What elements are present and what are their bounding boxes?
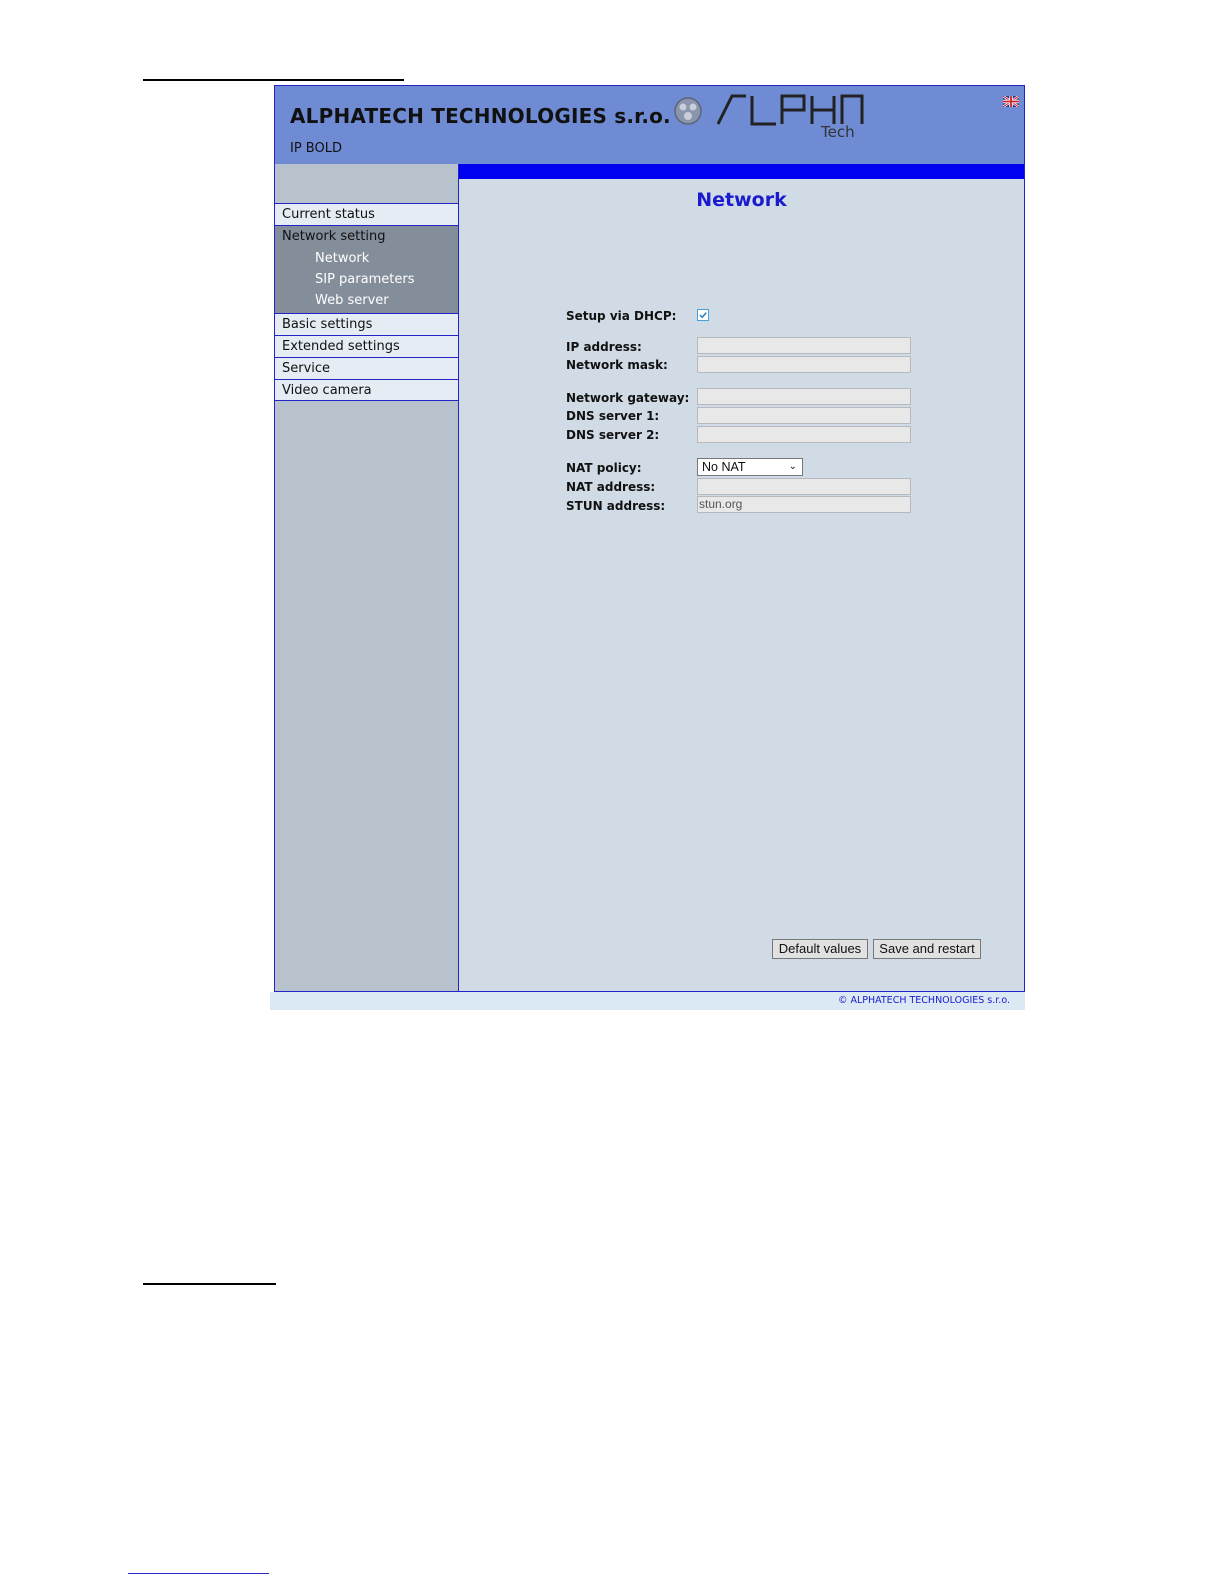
nat-policy-label: NAT policy: — [566, 461, 642, 475]
company-emblem-icon — [673, 96, 703, 126]
web-admin-window — [274, 85, 1025, 992]
chevron-down-icon: ⌄ — [788, 461, 797, 472]
document-rule-bottom — [128, 1573, 269, 1574]
logo-subtitle: Tech — [821, 123, 855, 141]
nat-policy-value: No NAT — [702, 460, 746, 474]
dhcp-checkbox[interactable] — [697, 309, 709, 321]
header — [275, 86, 1024, 164]
nat-policy-select[interactable] — [697, 458, 803, 476]
document-rule-middle — [143, 1283, 276, 1285]
dns-server-1-label: DNS server 1: — [566, 409, 660, 423]
dns-server-2-field[interactable] — [697, 426, 911, 443]
company-name: ALPHATECH TECHNOLOGIES s.r.o. — [290, 104, 671, 128]
sidebar-item-video-camera[interactable]: Video camera — [275, 379, 458, 401]
uk-flag-icon[interactable] — [1003, 96, 1019, 107]
dns-server-2-label: DNS server 2: — [566, 428, 660, 442]
alpha-logo-icon — [716, 92, 866, 126]
ip-address-label: IP address: — [566, 340, 642, 354]
sidebar-subitem-web-server[interactable]: Web server — [315, 293, 389, 308]
save-and-restart-button[interactable]: Save and restart — [873, 939, 981, 959]
sidebar-item-current-status[interactable]: Current status — [275, 203, 458, 225]
sidebar-item-network-setting[interactable]: Network setting — [282, 229, 386, 244]
copyright-text: © ALPHATECH TECHNOLOGIES s.r.o. — [837, 995, 1010, 1006]
nat-address-field[interactable] — [697, 478, 911, 495]
footer — [270, 992, 1025, 1010]
sidebar-menu — [275, 203, 458, 401]
network-gateway-label: Network gateway: — [566, 391, 690, 405]
page-title: Network — [696, 189, 787, 211]
checkmark-icon — [698, 310, 708, 320]
main-content — [459, 164, 1024, 991]
dns-server-1-field[interactable] — [697, 407, 911, 424]
document-rule-top — [143, 79, 404, 81]
device-model: IP BOLD — [290, 141, 342, 156]
default-values-button[interactable]: Default values — [772, 939, 868, 959]
sidebar-subitem-network[interactable]: Network — [315, 251, 370, 266]
sidebar-item-extended-settings[interactable]: Extended settings — [275, 335, 458, 357]
content-accent-bar — [459, 164, 1024, 179]
sidebar-group-network-setting — [275, 225, 458, 313]
sidebar-subitem-sip-parameters[interactable]: SIP parameters — [315, 272, 415, 287]
ip-address-field[interactable] — [697, 337, 911, 354]
network-gateway-field[interactable] — [697, 388, 911, 405]
sidebar-item-basic-settings[interactable]: Basic settings — [275, 313, 458, 335]
stun-address-label: STUN address: — [566, 499, 666, 513]
network-mask-field[interactable] — [697, 356, 911, 373]
sidebar — [275, 164, 459, 991]
network-mask-label: Network mask: — [566, 358, 668, 372]
sidebar-item-service[interactable]: Service — [275, 357, 458, 379]
dhcp-label: Setup via DHCP: — [566, 309, 677, 323]
stun-address-field[interactable]: stun.org — [697, 496, 911, 513]
nat-address-label: NAT address: — [566, 480, 656, 494]
